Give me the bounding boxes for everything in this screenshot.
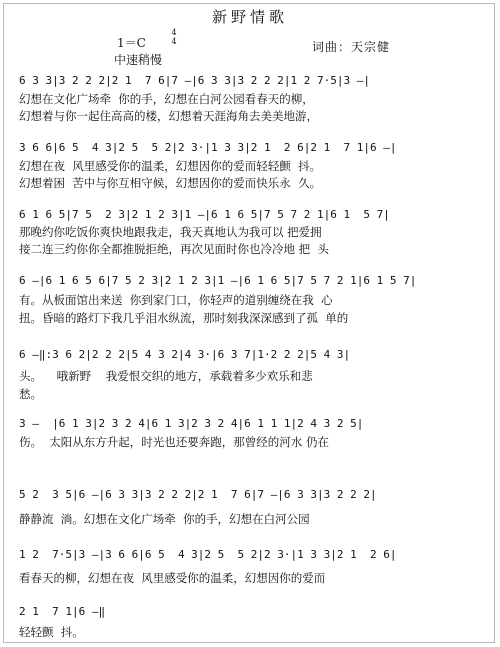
lyric-line: 愁。 [19, 387, 42, 401]
notation-line: 6 3 3|3 2 2 2|2 1 7 6|7 —|6 3 3|3 2 2 2|1 2 7·5|3 —| [19, 74, 370, 87]
lyric-line: 轻轻颤 抖。 [19, 625, 84, 639]
lyric-line: 看春天的柳，幻想在夜 风里感受你的温柔，幻想因你的爱而 [19, 571, 326, 585]
lyric-line: 伤。 太阳从东方升起，时光也还要奔跑，那曾经的河水 仍在 [19, 435, 329, 449]
lyric-line: 那晚约你吃饭你爽快地跟我走，我天真地认为我可以 把爱拥 [19, 225, 322, 239]
lyric-line: 幻想在夜 风里感受你的温柔，幻想因你的爱而轻轻颤 抖。 [19, 159, 322, 173]
lyric-line: 扭。昏暗的路灯下我几乎泪水纵流，那时刻我深深感到了孤 单的 [19, 311, 349, 325]
notation-line: 3 — |6 1 3|2 3 2 4|6 1 3|2 3 2 4|6 1 1 1|2 4 3 2 5| [19, 417, 364, 430]
lyric-line: 幻想着与你一起住高高的楼，幻想着天涯海角去美美地游， [19, 109, 318, 123]
lyric-line: 接二连三约你你全都推脱拒绝，再次见面时你也冷冷地 把 头 [19, 242, 329, 256]
lyric-line: 头。 哦新野 我爱恨交织的地方，承载着多少欢乐和悲 [19, 369, 313, 383]
lyric-line: 静静流 淌。幻想在文化广场牵 你的手，幻想在白河公园 [19, 512, 310, 526]
lyric-line: 幻想着困 苦中与你互相守候，幻想因你的爱而快乐永 久。 [19, 176, 322, 190]
notation-line: 5 2 3 5|6 —|6 3 3|3 2 2 2|2 1 7 6|7 —|6 3 3|3 2 2 2| [19, 488, 377, 501]
time-signature-bottom: 4 [171, 37, 177, 46]
notation-line: 6 1 6 5|7 5 2 3|2 1 2 3|1 —|6 1 6 5|7 5 7 2 1|6 1 5 7| [19, 208, 390, 221]
notation-line: 6 —|6 1 6 5 6|7 5 2 3|2 1 2 3|1 —|6 1 6 5|7 5 7 2 1|6 1 5 7| [19, 274, 417, 287]
notation-line: 1 2 7·5|3 —|3 6 6|6 5 4 3|2 5 5 2|2 3·|1 3 3|2 1 2 6| [19, 548, 397, 561]
key-signature: 1＝C [117, 36, 146, 50]
lyric-line: 幻想在文化广场牵 你的手，幻想在白河公园看春天的柳， [19, 92, 314, 106]
notation-line: 6 —‖:3 6 2|2 2 2|5 4 3 2|4 3·|6 3 7|1·2 2 2|5 4 3| [19, 348, 351, 361]
notation-line: 3 6 6|6 5 4 3|2 5 5 2|2 3·|1 3 3|2 1 2 6|2 1 7 1|6 —| [19, 141, 397, 154]
time-signature [170, 28, 178, 46]
tempo-marking: 中速稍慢 [114, 53, 163, 67]
notation-line: 2 1 7 1|6 —‖ [19, 605, 106, 618]
time-signature-top: 4 [171, 28, 177, 37]
credits: 词曲：天宗健 [312, 40, 391, 54]
song-title: 新野情歌 [211, 8, 288, 26]
lyric-line: 有。从板面馆出来送 你到家门口，你轻声的道别缠绕在我 心 [19, 293, 333, 307]
